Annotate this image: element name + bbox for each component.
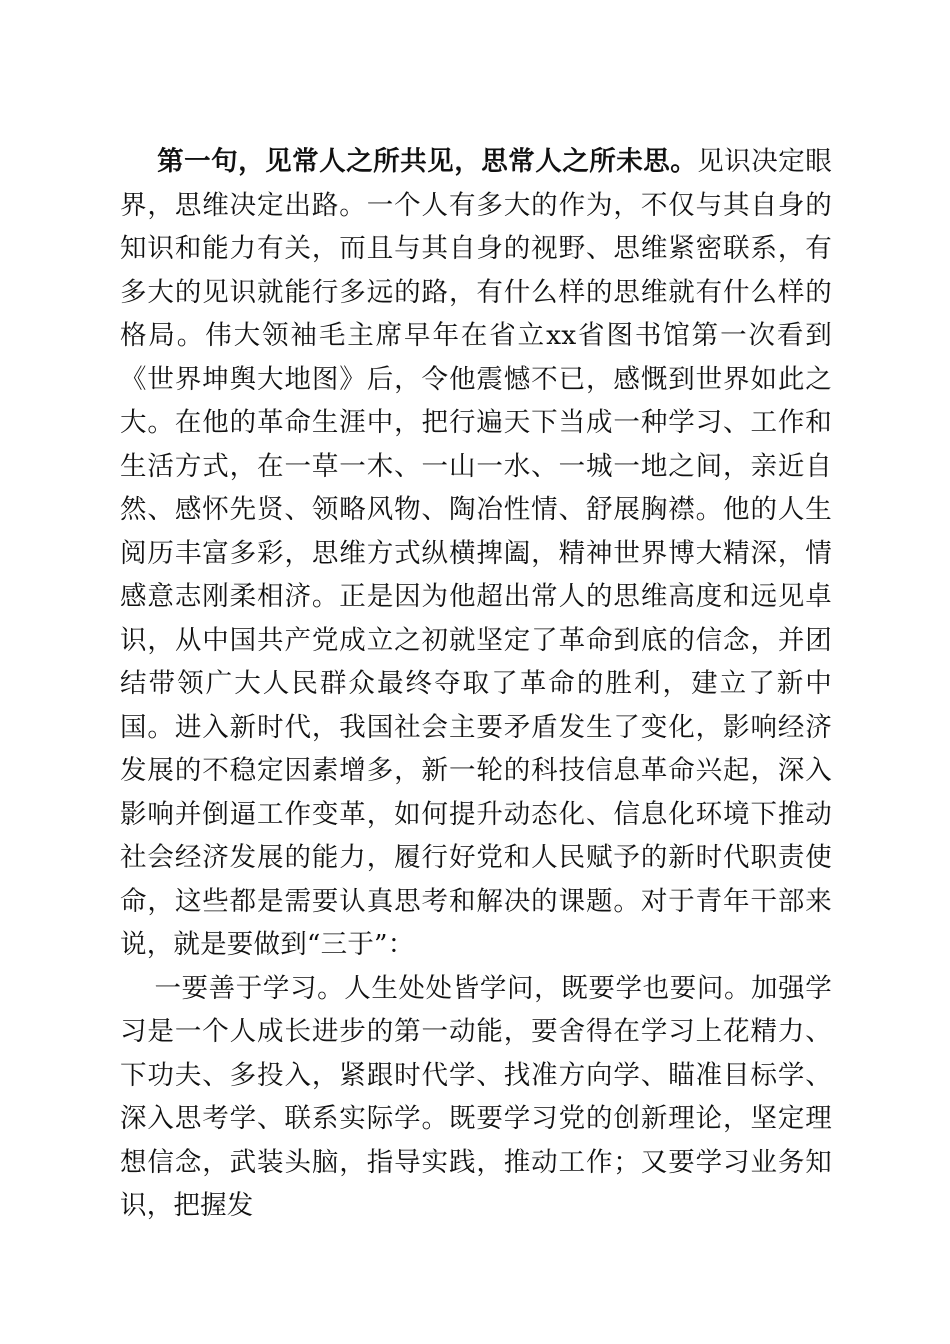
paragraph-lead-heading: 第一句，见常人之所共见，思常人之所未思。 [157,146,698,177]
paragraph-body-text: 见识决定眼界，思维决定出路。一个人有多大的作为，不仅与其自身的知识和能力有关，而且与其自身的视野、思维紧密联系，有多大的见识就能行多远的路，有什么样的思维就有什么样的格局。伟大领袖毛主席早年在省立xx省图书馆第一次看到《世界坤舆大地图》后，令他震憾不已，感慨到世界如此之大。在他的革命生涯中，把行遍天下当成一种学习、工作和生活方式，在一草一木、一山一水、一城一地之间，亲近自然、感怀先贤、领略风物、陶冶性情、舒展胸襟。他的人生阅历丰富多彩，思维方式纵横捭阖，精神世界博大精深，情感意志刚柔相济。正是因为他超出常人的思维高度和远见卓识，从中国共产党成立之初就坚定了革命到底的信念，并团结带领广大人民群众最终夺取了革命的胜利，建立了新中国。进入新时代，我国社会主要矛盾发生了变化，影响经济发展的不稳定因素增多，新一轮的科技信息革命兴起，深入影响并倒逼工作变革，如何提升动态化、信息化环境下推动社会经济发展的能力，履行好党和人民赋予的新时代职责使命，这些都是需要认真思考和解决的课题。对于青年干部来说，就是要做到“三于”： [120,146,832,960]
paragraph-body-text: 一要善于学习。人生处处皆学问，既要学也要问。加强学习是一个人成长进步的第一动能，要舍得在学习上花精力、下功夫、多投入，紧跟时代学、找准方向学、瞄准目标学、深入思考学、联系实际学。既要学习党的创新理论，坚定理想信念，武装头脑，指导实践，推动工作；又要学习业务知识，把握发 [120,972,832,1221]
paragraph-learning [120,967,832,1228]
paragraph-first-sentence [120,140,832,967]
document-body [120,140,832,1228]
